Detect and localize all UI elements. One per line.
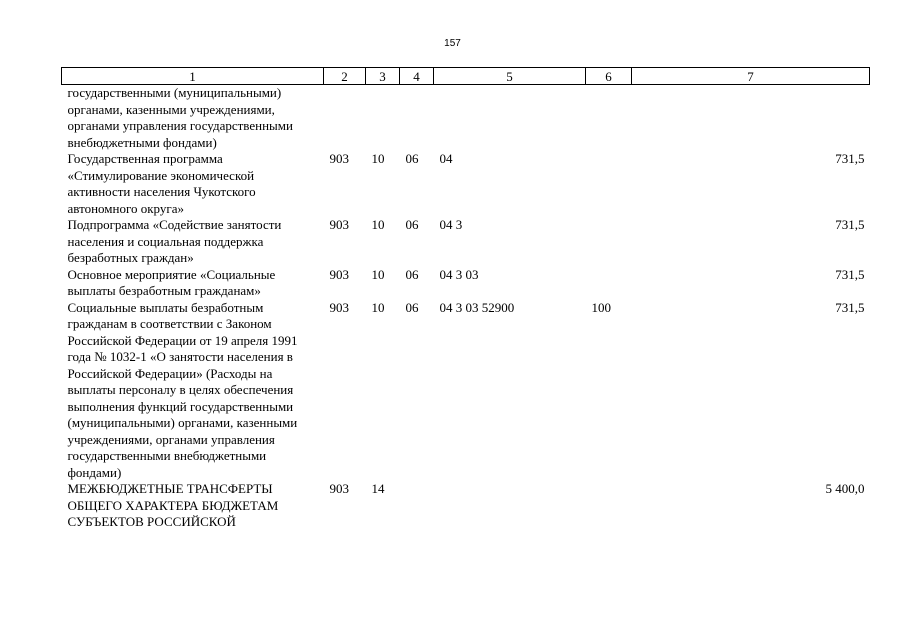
row-code-expense-type: [586, 481, 632, 531]
row-code-subsection: [400, 85, 434, 152]
row-amount: 731,5: [835, 266, 865, 282]
row-code-section: 10: [371, 299, 385, 315]
row-code-expense-type: 100: [591, 299, 611, 315]
row-code-expense-type: [586, 267, 632, 300]
header-col-6: 6: [586, 68, 632, 85]
row-code-ministry: 903: [329, 217, 349, 232]
row-code-section: [366, 85, 400, 152]
row-code-ministry: 903: [329, 266, 349, 282]
row-amount: [632, 85, 870, 152]
row-code-ministry: [324, 85, 366, 152]
table-header: [62, 68, 870, 85]
row-name: Государственная программа «Стимулирование экономической активности населения Чукотского автономного округа»: [67, 151, 256, 216]
row-amount: 731,5: [835, 151, 865, 166]
header-row: [62, 68, 870, 85]
header-col-1: 1: [62, 68, 324, 85]
row-code-ministry: 903: [329, 299, 349, 315]
row-code-target: 04 3: [439, 217, 463, 232]
header-col-5: 5: [434, 68, 586, 85]
table-body: [62, 85, 870, 531]
budget-table: [61, 67, 870, 531]
row-name: МЕЖБЮДЖЕТНЫЕ ТРАНСФЕРТЫ ОБЩЕГО ХАРАКТЕРА БЮДЖЕТАМ СУБЪЕКТОВ РОССИЙСКОЙ: [67, 481, 279, 529]
row-code-target: 04 3 03: [439, 266, 479, 282]
row-code-subsection: 06: [405, 151, 419, 166]
header-col-3: 3: [366, 68, 400, 85]
row-code-expense-type: [586, 85, 632, 152]
table-row: [62, 267, 870, 300]
row-name: Подпрограмма «Содействие занятости населения и социальная поддержка безработных граждан»: [67, 217, 282, 265]
row-amount: 5 400,0: [825, 481, 865, 496]
row-code-subsection: 06: [405, 217, 419, 232]
table-row: [62, 217, 870, 267]
row-code-target: [434, 481, 586, 531]
row-amount: 731,5: [835, 217, 865, 232]
row-code-target: 04: [439, 151, 453, 166]
row-code-subsection: 06: [405, 299, 419, 315]
row-code-ministry: 903: [329, 151, 349, 166]
header-col-4: 4: [400, 68, 434, 85]
row-code-target: 04 3 03 52900: [439, 299, 515, 315]
table-row: [62, 481, 870, 531]
row-name: государственными (муниципальными) органами, казенными учреждениями, органами управления государственными внебюджетными фондами): [67, 85, 293, 150]
row-code-section: 10: [371, 266, 385, 282]
row-code-section: 10: [371, 151, 385, 166]
table-row: [62, 85, 870, 152]
page-number: 157: [444, 38, 461, 49]
row-name: Основное мероприятие «Социальные выплаты безработным гражданам»: [67, 266, 276, 298]
row-code-subsection: 06: [405, 266, 419, 282]
row-code-expense-type: [586, 151, 632, 217]
row-code-ministry: 903: [329, 481, 349, 496]
row-code-section: 10: [371, 217, 385, 232]
row-code-subsection: [400, 481, 434, 531]
header-col-7: 7: [632, 68, 870, 85]
row-amount: 731,5: [835, 299, 865, 315]
row-code-target: [434, 85, 586, 152]
row-code-section: 14: [371, 481, 385, 496]
row-code-expense-type: [586, 217, 632, 267]
row-name: Социальные выплаты безработным гражданам в соответствии с Законом Российской Федерации от 19 апреля 1991 года № 1032-1 «О занятости населения в Российской Федерации» (Расходы на выплаты персоналу в целях обеспечения выполнения функций государственными (муниципальными) органами, казенными учреждениями, органами управления государственными внебюджетными фондами): [67, 299, 298, 480]
table-row: [62, 151, 870, 217]
table-row: [62, 300, 870, 482]
header-col-2: 2: [324, 68, 366, 85]
